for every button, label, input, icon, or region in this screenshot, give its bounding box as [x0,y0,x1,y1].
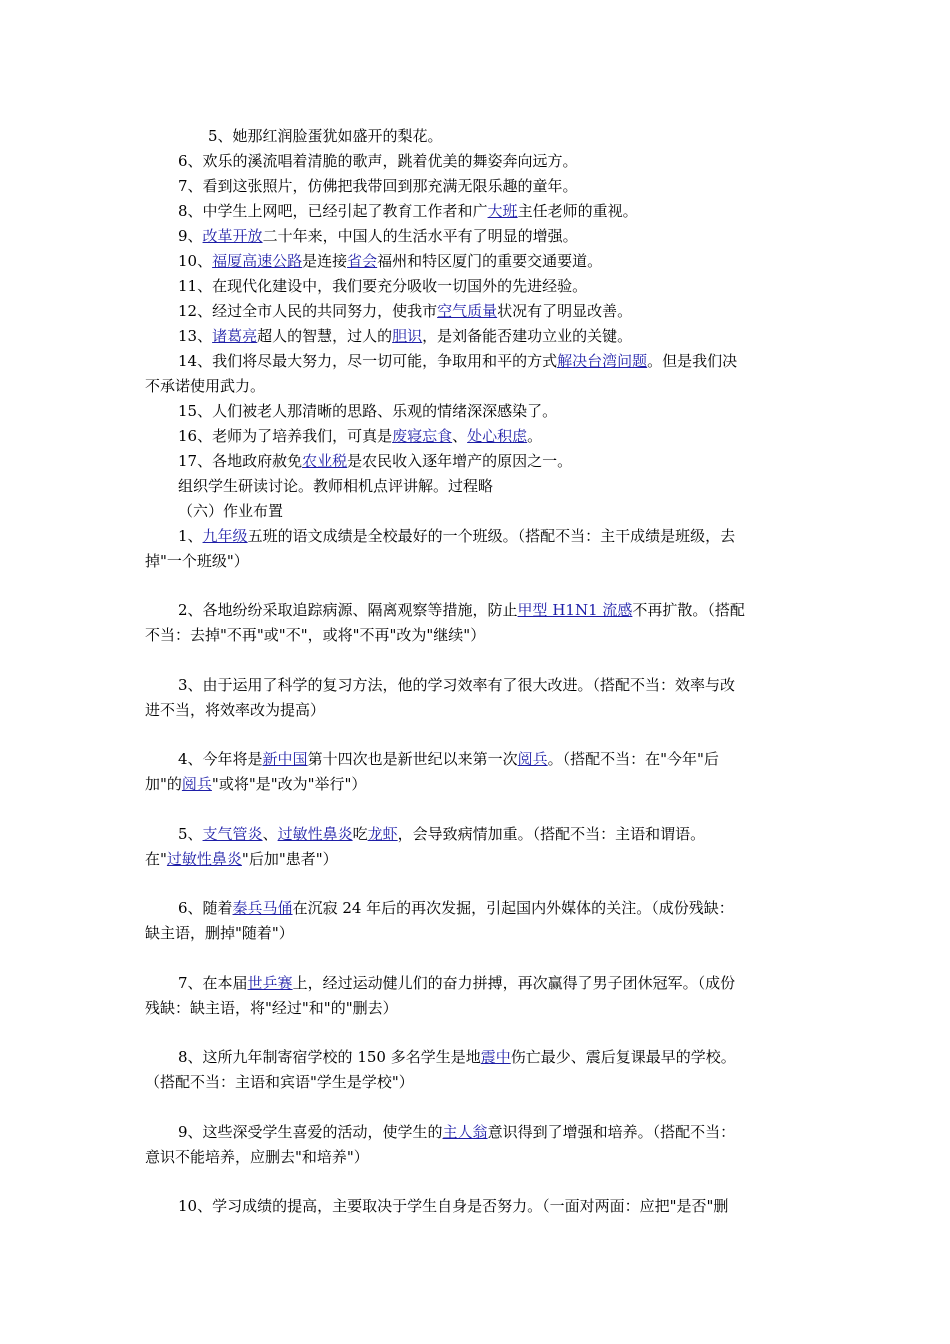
text-segment: 缺主语，删掉"随着"） [145,924,294,942]
text-segment: 吃 [352,825,368,843]
text-segment: 4、今年将是 [178,750,263,768]
text-line [145,1147,810,1167]
text-line [145,476,810,496]
text-line [145,276,810,296]
text-line [145,1122,810,1142]
text-segment: 意识得到了增强和培养。（搭配不当： [487,1123,736,1141]
hyperlink[interactable]: 震中 [480,1048,511,1066]
text-segment: 15、人们被老人那清晰的思路、乐观的情绪深深感染了。 [178,402,558,420]
hyperlink[interactable]: 主人翁 [442,1123,488,1141]
hyperlink[interactable]: 甲型 H1N1 流感 [517,601,633,619]
text-segment: 意识不能培养，应删去"和培养"） [145,1148,369,1166]
text-segment: "后加"患者"） [241,850,338,868]
text-segment: 13、 [178,327,213,345]
hyperlink[interactable]: 农业税 [302,452,348,470]
text-line [145,176,810,196]
text-segment: 进不当，将效率改为提高） [145,701,326,719]
text-segment: 第十四次也是新世纪以来第一次 [307,750,518,768]
text-segment: 二十年来，中国人的生活水平有了明显的增强。 [262,227,578,245]
text-segment: 、 [262,825,278,843]
text-line [145,326,810,346]
text-line [145,1072,810,1092]
text-segment: ，会导致病情加重。（搭配不当：主语和谓语。 [397,825,706,843]
text-segment: 6、欢乐的溪流唱着清脆的歌声，跳着优美的舞姿奔向远方。 [178,152,578,170]
text-line [145,301,810,321]
hyperlink[interactable]: 空气质量 [437,302,498,320]
text-line [145,600,810,620]
text-line [145,426,810,446]
text-line [145,451,810,471]
text-line [145,351,810,371]
hyperlink[interactable]: 新中国 [262,750,308,768]
text-segment: 。 [527,427,543,445]
hyperlink[interactable]: 过敏性鼻炎 [166,850,242,868]
hyperlink[interactable]: 胆识 [392,327,423,345]
hyperlink[interactable]: 阅兵 [181,775,212,793]
hyperlink[interactable]: 九年级 [202,527,248,545]
text-segment: 状况有了明显改善。 [497,302,633,320]
hyperlink[interactable]: 解决台湾问题 [557,352,648,370]
text-segment: 不承诺使用武力。 [145,377,266,395]
hyperlink[interactable]: 废寝忘食 [392,427,453,445]
text-segment: 、 [452,427,468,445]
hyperlink[interactable]: 世乒赛 [247,974,293,992]
text-line [145,675,810,695]
text-line [145,226,810,246]
text-segment: 不当：去掉"不再"或"不"，或将"不再"改为"继续"） [145,626,486,644]
text-segment: 9、这些深受学生喜爱的活动，使学生的 [178,1123,443,1141]
hyperlink[interactable]: 福厦高速公路 [212,252,303,270]
text-segment: 8、中学生上网吧，已经引起了教育工作者和广 [178,202,488,220]
text-line [145,551,810,571]
text-segment: 加"的 [145,775,182,793]
text-segment: 。但是我们决 [647,352,738,370]
text-line [145,251,810,271]
text-line [145,849,810,869]
text-segment: （搭配不当：主语和宾语"学生是学校"） [145,1073,414,1091]
text-segment: 掉"一个班级"） [145,552,249,570]
text-line [145,1196,810,1216]
text-segment: 上，经过运动健儿们的奋力拼搏，再次赢得了男子团休冠军。（成份 [292,974,736,992]
text-line [145,998,810,1018]
text-segment: 11、在现代化建设中，我们要充分吸收一切国外的先进经验。 [178,277,588,295]
text-segment: 福州和特区厦门的重要交通要道。 [377,252,603,270]
hyperlink[interactable]: 处心积虑 [467,427,528,445]
text-line [145,700,810,720]
text-segment: 7、看到这张照片，仿佛把我带回到那充满无限乐趣的童年。 [178,177,578,195]
text-segment: 是农民收入逐年增产的原因之一。 [347,452,573,470]
text-line [145,749,810,769]
text-line [145,151,810,171]
hyperlink[interactable]: 秦兵马俑 [232,899,293,917]
text-segment: 残缺：缺主语，将"经过"和"的"删去） [145,999,398,1017]
text-segment: 12、经过全市人民的共同努力，使我市 [178,302,438,320]
text-segment: 14、我们将尽最大努力，尽一切可能，争取用和平的方式 [178,352,558,370]
text-line [145,401,810,421]
hyperlink[interactable]: 诸葛亮 [212,327,258,345]
text-segment: 5、她那红润脸蛋犹如盛开的梨花。 [208,127,443,145]
text-segment: （六）作业布置 [178,502,284,520]
text-segment: 17、各地政府赦免 [178,452,303,470]
text-segment: 不再扩散。（搭配 [632,601,745,619]
text-segment: 3、由于运用了科学的复习方法，他的学习效率有了很大改进。（搭配不当：效率与改 [178,676,736,694]
text-line [145,824,810,844]
text-segment: ，是刘备能否建功立业的关键。 [422,327,633,345]
text-segment: 。（搭配不当：在"今年"后 [547,750,719,768]
text-segment: 主任老师的重视。 [517,202,638,220]
hyperlink[interactable]: 龙虾 [367,825,398,843]
hyperlink[interactable]: 改革开放 [202,227,263,245]
text-line [145,625,810,645]
text-segment: 五班的语文成绩是全校最好的一个班级。（搭配不当：主干成绩是班级，去 [247,527,736,545]
text-segment: 8、这所九年制寄宿学校的 150 多名学生是地 [178,1048,481,1066]
text-segment: 10、学习成绩的提高，主要取决于学生自身是否努力。（一面对两面：应把"是否"删 [178,1197,729,1215]
text-line [145,376,810,396]
text-line [145,501,810,521]
text-segment: 6、随着 [178,899,233,917]
text-segment: 1、 [178,527,203,545]
text-segment: 是连接 [302,252,348,270]
text-segment: 在沉寂 24 年后的再次发掘，引起国内外媒体的关注。（成份残缺： [292,899,734,917]
hyperlink[interactable]: 阅兵 [517,750,548,768]
text-segment: 5、 [178,825,203,843]
text-segment: 组织学生研读讨论。教师相机点评讲解。过程略 [178,477,494,495]
text-segment: 2、各地纷纷采取追踪病源、隔离观察等措施，防止 [178,601,518,619]
text-line [145,201,810,221]
hyperlink[interactable]: 过敏性鼻炎 [277,825,353,843]
text-segment: 16、老师为了培养我们，可真是 [178,427,393,445]
text-segment: 10、 [178,252,213,270]
hyperlink[interactable]: 支气管炎 [202,825,263,843]
text-segment: "或将"是"改为"举行"） [211,775,367,793]
text-segment: 超人的智慧，过人的 [257,327,393,345]
text-segment: 9、 [178,227,203,245]
text-line [145,923,810,943]
text-segment: 在" [145,850,167,868]
text-line [145,1047,810,1067]
text-line [145,898,810,918]
hyperlink[interactable]: 省会 [347,252,378,270]
text-line [145,774,810,794]
text-line [145,526,810,546]
text-line [208,126,873,146]
text-segment: 伤亡最少、震后复课最早的学校。 [510,1048,736,1066]
text-segment: 7、在本届 [178,974,248,992]
text-line [145,973,810,993]
hyperlink[interactable]: 大班 [487,202,518,220]
